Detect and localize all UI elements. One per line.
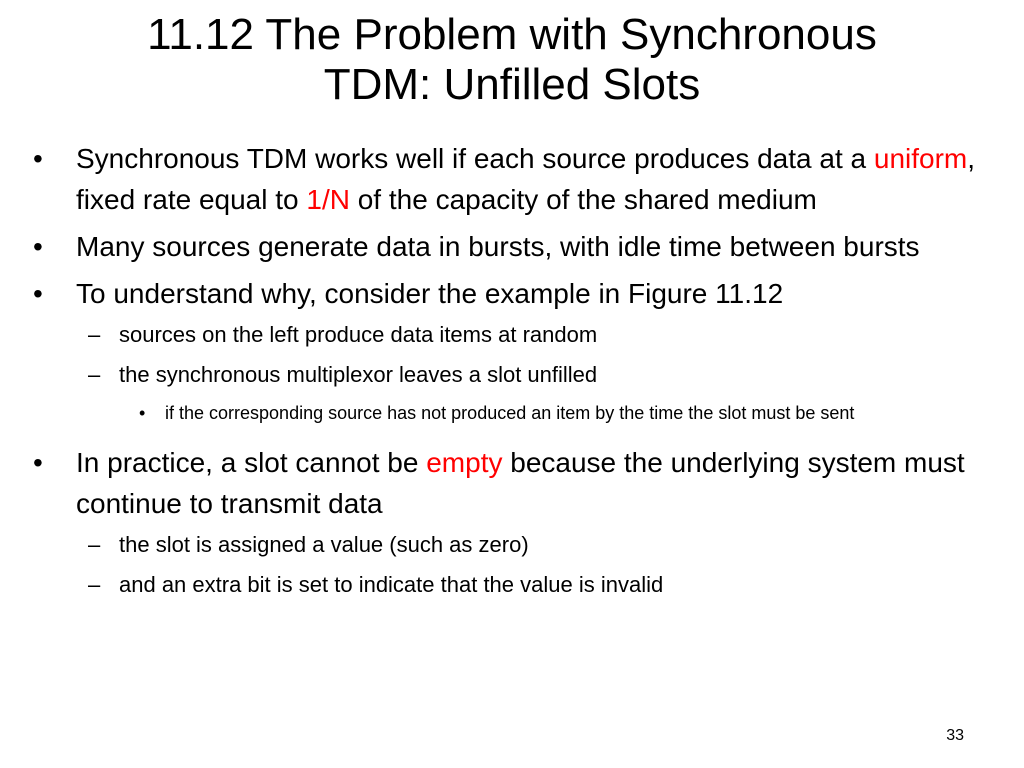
bullet-3	[30, 273, 990, 314]
sub-sub-bullet-3-2-1	[30, 400, 990, 427]
sub-bullet-3-2-text: the synchronous multiplexor leaves a slot unfilled	[119, 362, 598, 387]
dash-marker: –	[88, 322, 101, 347]
sub-bullet-3-1-text: sources on the left produce data items at random	[119, 322, 598, 347]
bullet-4-text-b: because the underlying system must continue to transmit data	[76, 447, 965, 519]
slide-title-line-1: 11.12 The Problem with Synchronous	[147, 10, 877, 59]
bullet-marker-small: •	[139, 403, 146, 423]
bullet-1-text-c: of the capacity of the shared medium	[349, 184, 817, 215]
bullet-2-text: Many sources generate data in bursts, with idle time between bursts	[76, 231, 920, 262]
page-number: 33	[946, 727, 964, 744]
bullet-marker: •	[33, 447, 43, 478]
sub-bullet-4-1-text: the slot is assigned a value (such as zero)	[119, 532, 529, 557]
slide-body	[30, 138, 990, 610]
bullet-marker: •	[33, 231, 43, 262]
sub-bullet-4-1	[30, 530, 990, 560]
bullet-2	[30, 226, 990, 267]
sub-bullet-4-2	[30, 570, 990, 600]
bullet-marker: •	[33, 278, 43, 309]
sub-bullet-4-2-text: and an extra bit is set to indicate that the value is invalid	[119, 572, 664, 597]
bullet-4-text-a: In practice, a slot cannot be	[76, 447, 427, 478]
slide-title-line-2: TDM: Unfilled Slots	[323, 60, 701, 109]
highlight-empty: empty	[426, 447, 503, 478]
bullet-4	[30, 442, 990, 524]
highlight-uniform: uniform	[873, 143, 968, 174]
bullet-1	[30, 138, 990, 220]
dash-marker: –	[88, 362, 101, 387]
bullet-1-text-a: Synchronous TDM works well if each source produces data at a	[76, 143, 874, 174]
sub-bullet-3-2	[30, 360, 990, 390]
dash-marker: –	[88, 572, 101, 597]
bullet-1-text-b: , fixed rate equal to	[76, 143, 976, 215]
dash-marker: –	[88, 532, 101, 557]
sub-bullet-3-1	[30, 320, 990, 350]
bullet-marker: •	[33, 143, 43, 174]
sub-sub-bullet-3-2-1-text: if the corresponding source has not produced an item by the time the slot must be sent	[165, 403, 855, 423]
slide-title	[40, 10, 984, 110]
bullet-3-text: To understand why, consider the example in Figure 11.12	[76, 278, 784, 309]
highlight-one-over-n: 1/N	[306, 184, 350, 215]
